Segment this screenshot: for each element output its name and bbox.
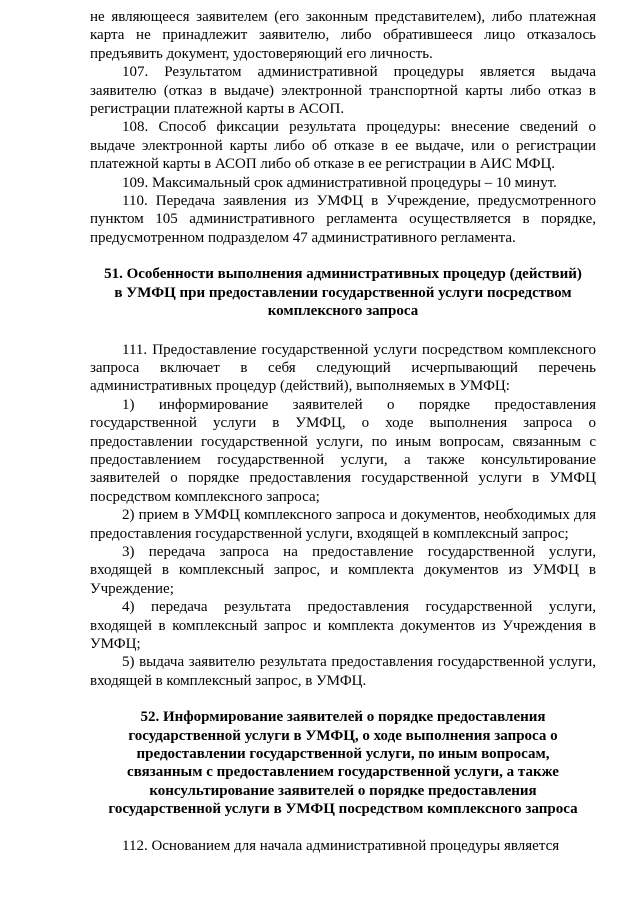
paragraph-107: 107. Результатом административной процедуры является выдача заявителю (отказ в выдаче) электронной транспортной карты либо отказ в регистрации платежной карты в АСОП. <box>90 64 596 118</box>
list-item-3: 3) передача запроса на предоставление государственной услуги, входящей в комплексный запрос, и комплекта документов из УМФЦ в Учреждение; <box>90 543 596 597</box>
paragraph-108: 108. Способ фиксации результата процедуры: внесение сведений о выдаче электронной карты либо об отказе в ее выдаче, или о регистрации платежной карты в АСОП либо об отказе в ее регистрации в АИС МФЦ. <box>90 119 596 173</box>
section-52-heading: 52. Информирование заявителей о порядке предоставления государственной услуги в УМФЦ, о ходе выполнения запроса о предоставлении государственной услуги, по иным вопросам, связанным с предоставлением государственной услуги, а также консультирование заявителей о порядке предоставления государственной услуги в УМФЦ посредством комплексного запроса <box>108 709 578 818</box>
paragraph-112: 112. Основанием для начала административной процедуры является <box>122 837 560 854</box>
list-item-2: 2) прием в УМФЦ комплексного запроса и документов, необходимых для предоставления государственной услуги, входящей в комплексный запрос; <box>90 507 596 542</box>
paragraph-continuation: не являющееся заявителем (его законным представителем), либо платежная карта не принадлежит заявителю, либо обратившееся лицо отказалось предъявить документ, удостоверяющий его личность. <box>90 9 596 62</box>
paragraph-109: 109. Максимальный срок административной процедуры – 10 минут. <box>122 174 557 191</box>
list-item-4: 4) передача результата предоставления государственной услуги, входящей в комплексный запрос и комплекта документов из Учреждения в УМФЦ; <box>90 599 596 652</box>
paragraph-111: 111. Предоставление государственной услуги посредством комплексного запроса включает в себя следующий исчерпывающий перечень административных процедур (действий), выполняемых в УМФЦ: <box>90 341 596 395</box>
section-51-heading: 51. Особенности выполнения административных процедур (действий) в УМФЦ при предоставлении государственной услуги посредством комплексного запроса <box>104 266 582 320</box>
document-page <box>90 8 596 855</box>
list-item-5: 5) выдача заявителю результата предоставления государственной услуги, входящей в комплексный запрос, в УМФЦ. <box>90 654 596 689</box>
list-item-1: 1) информирование заявителей о порядке предоставления государственной услуги в УМФЦ, о ходе выполнения запроса о предоставлении государственной услуги, по иным вопросам, связанным с предоставлением государственной услуги, а также консультирование заявителей о порядке предоставления государственной услуги в УМФЦ посредством комплексного запроса; <box>90 396 596 505</box>
paragraph-110: 110. Передача заявления из УМФЦ в Учреждение, предусмотренного пунктом 105 административного регламента осуществляется в порядке, предусмотренном подразделом 47 административного регламента. <box>90 193 596 246</box>
